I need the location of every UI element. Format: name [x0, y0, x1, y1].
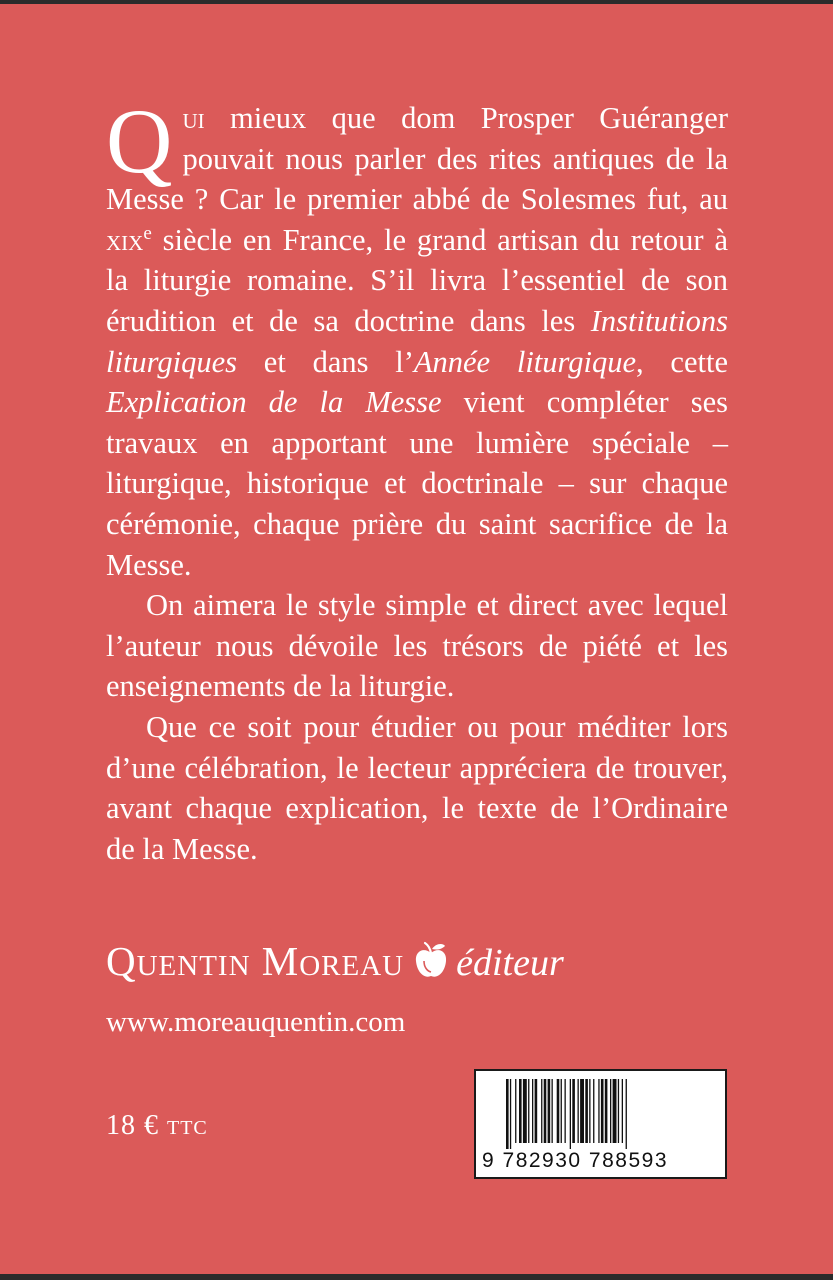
- isbn-barcode: [474, 1069, 727, 1179]
- barcode-bar: [605, 1079, 608, 1143]
- barcode-bar: [510, 1079, 511, 1149]
- price-tax: ttc: [167, 1110, 208, 1141]
- blurb-text: et dans l’: [237, 344, 414, 379]
- isbn-number: 9 782930 788593: [482, 1149, 668, 1172]
- barcode-bar: [613, 1079, 617, 1143]
- top-border: [0, 0, 833, 4]
- blurb-text: siècle en France, le grand artisan du retour à la liturgie romaine. S’il livra l’essentiel de son érudition et de sa doctrine dans les: [106, 222, 728, 338]
- barcode-bar: [535, 1079, 538, 1143]
- barcode-bar: [506, 1079, 509, 1149]
- barcode-bar: [572, 1079, 575, 1143]
- barcode-bar: [528, 1079, 529, 1143]
- barcode-bar: [601, 1079, 604, 1143]
- barcode-bar: [570, 1079, 571, 1149]
- book-title-explication: Explication de la Messe: [106, 385, 442, 420]
- barcode-bar: [593, 1079, 594, 1143]
- barcode-bar: [565, 1079, 566, 1143]
- book-title-institutions: Institutions liturgiques: [106, 303, 728, 379]
- bottom-border: [0, 1274, 833, 1280]
- back-cover-blurb: [106, 90, 728, 869]
- barcode-bar: [561, 1079, 562, 1143]
- barcode-bar: [523, 1079, 527, 1143]
- publisher-suffix: éditeur: [456, 942, 564, 984]
- barcode-bar: [598, 1079, 599, 1143]
- publisher-logo: [106, 936, 728, 992]
- blurb-text: , cette: [636, 344, 728, 379]
- blurb-paragraph-2: On aimera le style simple et direct avec lequel l’auteur nous dévoile les trésors de piété et les enseignements de la liturgie.: [106, 588, 728, 704]
- opening-small-caps: ui: [182, 101, 205, 135]
- price-amount: 18 €: [106, 1110, 159, 1141]
- barcode-bar: [532, 1079, 533, 1143]
- barcode-bar: [515, 1079, 516, 1143]
- barcode-bar: [585, 1079, 588, 1143]
- barcode-bar: [626, 1079, 627, 1149]
- barcode-bar: [618, 1079, 619, 1143]
- barcode-bar: [548, 1079, 551, 1143]
- barcode-bar: [519, 1079, 522, 1143]
- barcode-bar: [622, 1079, 623, 1143]
- blurb-paragraph-3: Que ce soit pour étudier ou pour méditer lors d’une célébration, le lecteur appréciera de trouver, avant chaque explication, le texte de l’Ordinaire de la Messe.: [106, 709, 728, 866]
- blurb-text: vient compléter ses travaux en apportant une lumière spéciale – liturgique, historique et doctrinale – sur chaque cérémonie, chaque prière du saint sacrifice de la Messe.: [106, 385, 728, 582]
- barcode-bar: [578, 1079, 579, 1143]
- barcode-bar: [552, 1079, 553, 1143]
- century-suffix: e: [143, 222, 152, 244]
- drop-cap: Q: [106, 90, 173, 192]
- barcode-bar: [557, 1079, 560, 1143]
- blurb-paragraph-1: [106, 90, 728, 585]
- barcode-bars: [506, 1079, 698, 1149]
- book-title-annee: Année liturgique: [413, 344, 637, 379]
- barcode-bar: [544, 1079, 547, 1143]
- barcode-bar: [580, 1079, 584, 1143]
- price-label: [106, 1108, 208, 1144]
- publisher-website: www.moreauquentin.com: [106, 1006, 406, 1038]
- publisher-name: Quentin Moreau: [106, 938, 405, 984]
- barcode-bar: [589, 1079, 590, 1143]
- barcode-bar: [541, 1079, 542, 1143]
- century-numeral: xix: [106, 222, 144, 257]
- blurb-text: mieux que dom Prosper Guéranger pouvait nous parler des rites antiques de la Messe ? Car le premier abbé de Solesmes fut, au: [106, 101, 728, 217]
- apple-icon: [414, 941, 448, 992]
- barcode-bar: [610, 1079, 611, 1143]
